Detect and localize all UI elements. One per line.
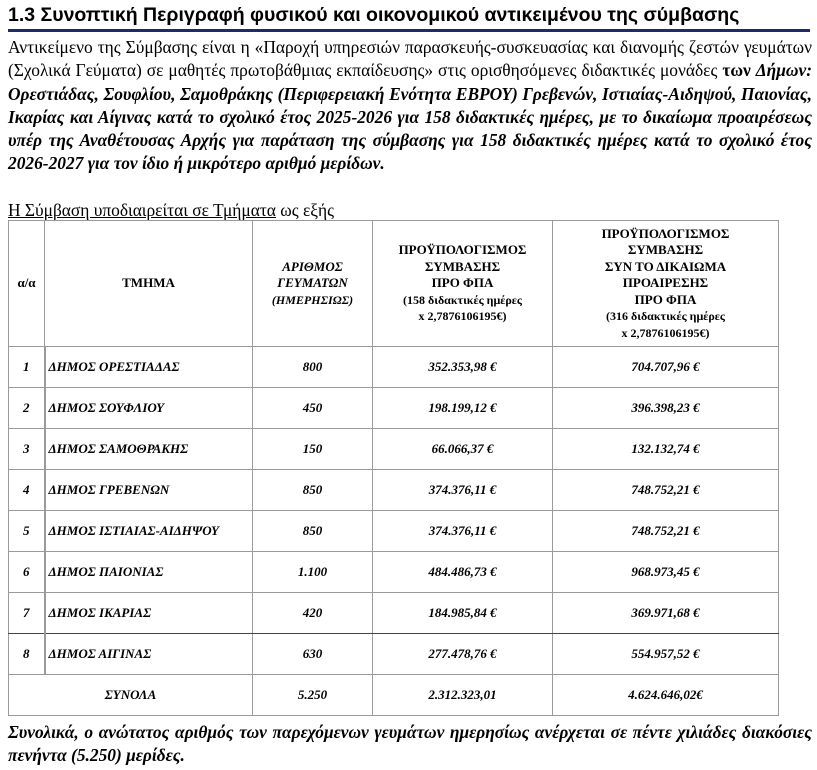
row-part-name: ΔΗΜΟΣ ΓΡΕΒΕΝΩΝ bbox=[45, 470, 253, 511]
totals-meals: 5.250 bbox=[253, 675, 373, 716]
totals-label: ΣΥΝΟΛΑ bbox=[9, 675, 253, 716]
row-number: 8 bbox=[9, 634, 45, 675]
row-part-name: ΔΗΜΟΣ ΑΙΓΙΝΑΣ bbox=[45, 634, 253, 675]
header-line: ΠΡΟΫΠΟΛΟΓΙΣΜΟΣ bbox=[601, 225, 730, 241]
row-meals: 450 bbox=[253, 388, 373, 429]
header-line: ΓΕΥΜΑΤΩΝ bbox=[277, 275, 348, 291]
row-number: 2 bbox=[9, 388, 45, 429]
row-budget: 352.353,98 € bbox=[373, 347, 553, 388]
row-number: 3 bbox=[9, 429, 45, 470]
row-part-name: ΔΗΜΟΣ ΣΟΥΦΛΙΟΥ bbox=[45, 388, 253, 429]
header-line: ΠΡΟΫΠΟΛΟΓΙΣΜΟΣ bbox=[398, 242, 527, 258]
table-header-row bbox=[9, 221, 779, 347]
row-number: 6 bbox=[9, 552, 45, 593]
row-budget: 198.199,12 € bbox=[373, 388, 553, 429]
intro-paragraph bbox=[8, 36, 812, 176]
header-part: ΤΜΗΜΑ bbox=[45, 221, 253, 347]
row-budget-option: 968.973,45 € bbox=[553, 552, 779, 593]
section-heading: 1.3 Συνοπτική Περιγραφή φυσικού και οικονομικού αντικειμένου της σύμβασης bbox=[8, 2, 810, 32]
row-budget-option: 704.707,96 € bbox=[553, 347, 779, 388]
table-caption-rest: ως εξής bbox=[275, 200, 334, 220]
header-budget bbox=[373, 221, 553, 347]
row-meals: 630 bbox=[253, 634, 373, 675]
row-meals: 850 bbox=[253, 511, 373, 552]
header-budget-option bbox=[553, 221, 779, 347]
intro-plain: Αντικείμενο της Σύμβασης είναι η «Παροχή υπηρεσιών παρασκευής-συσκευασίας και διανομής ζεστών γευμάτων (Σχολικά Γεύματα) σε μαθητές πρωτοβάθμιας εκπαίδευσης» στις ορισθησόμενες διδακτικές μονάδες bbox=[8, 37, 812, 81]
row-part-name: ΔΗΜΟΣ ΠΑΙΟΝΙΑΣ bbox=[45, 552, 253, 593]
header-line: x 2,7876106195€) bbox=[621, 325, 710, 340]
table-row bbox=[9, 552, 779, 593]
row-budget: 484.486,73 € bbox=[373, 552, 553, 593]
header-line: ΑΡΙΘΜΟΣ bbox=[282, 258, 343, 274]
row-budget: 66.066,37 € bbox=[373, 429, 553, 470]
table-row bbox=[9, 388, 779, 429]
header-aa: α/α bbox=[9, 221, 45, 347]
row-budget: 374.376,11 € bbox=[373, 511, 553, 552]
header-meals bbox=[253, 221, 373, 347]
header-line: (158 διδακτικές ημέρες bbox=[403, 292, 522, 307]
row-budget: 184.985,84 € bbox=[373, 593, 553, 634]
row-number: 7 bbox=[9, 593, 45, 634]
table-row bbox=[9, 347, 779, 388]
row-number: 4 bbox=[9, 470, 45, 511]
totals-row bbox=[9, 675, 779, 716]
table-row bbox=[9, 470, 779, 511]
header-line: ΠΡΟ ΦΠΑ bbox=[431, 275, 494, 291]
header-line: ΣΥΜΒΑΣΗΣ bbox=[627, 242, 704, 258]
table-caption bbox=[8, 200, 334, 220]
row-budget-option: 369.971,68 € bbox=[553, 593, 779, 634]
row-number: 1 bbox=[9, 347, 45, 388]
table-row bbox=[9, 634, 779, 675]
row-budget-option: 748.752,21 € bbox=[553, 470, 779, 511]
header-line: (ΗΜΕΡΗΣΙΩΣ) bbox=[271, 292, 354, 307]
totals-budget-option: 4.624.646,02€ bbox=[553, 675, 779, 716]
row-number: 5 bbox=[9, 511, 45, 552]
row-part-name: ΔΗΜΟΣ ΙΣΤΙΑΙΑΣ-ΑΙΔΗΨΟΥ bbox=[45, 511, 253, 552]
row-budget-option: 748.752,21 € bbox=[553, 511, 779, 552]
table-row bbox=[9, 429, 779, 470]
table-caption-underlined: Η Σύμβαση υποδιαιρείται σε Τμήματα bbox=[8, 200, 276, 220]
closing-paragraph: Συνολικά, ο ανώτατος αριθμός των παρεχόμενων γευμάτων ημερησίως ανέρχεται σε πέντε χιλιάδες διακόσιες πενήντα (5.250) μερίδες. bbox=[8, 722, 812, 766]
row-budget-option: 554.957,52 € bbox=[553, 634, 779, 675]
row-budget-option: 132.132,74 € bbox=[553, 429, 779, 470]
header-line: ΠΡΟ ΦΠΑ bbox=[634, 291, 697, 307]
row-part-name: ΔΗΜΟΣ ΙΚΑΡΙΑΣ bbox=[45, 593, 253, 634]
header-line: ΣΥΝ ΤΟ ΔΙΚΑΙΩΜΑ bbox=[604, 258, 727, 274]
header-line: ΠΡΟΑΙΡΕΣΗΣ bbox=[622, 275, 709, 291]
row-meals: 150 bbox=[253, 429, 373, 470]
row-budget-option: 396.398,23 € bbox=[553, 388, 779, 429]
table-row bbox=[9, 593, 779, 634]
row-meals: 1.100 bbox=[253, 552, 373, 593]
row-meals: 850 bbox=[253, 470, 373, 511]
parts-table bbox=[8, 220, 779, 716]
table-row bbox=[9, 511, 779, 552]
intro-bold: των bbox=[722, 60, 756, 81]
header-line: ΣΥΜΒΑΣΗΣ bbox=[424, 258, 501, 274]
row-budget: 374.376,11 € bbox=[373, 470, 553, 511]
totals-budget: 2.312.323,01 bbox=[373, 675, 553, 716]
row-part-name: ΔΗΜΟΣ ΣΑΜΟΘΡΑΚΗΣ bbox=[45, 429, 253, 470]
intro-bold-italic: Δήμων: Ορεστιάδας, Σουφλίου, Σαμοθράκης (Περιφερειακή Ενότητα ΕΒΡΟΥ) Γρεβενών, Ιστιαίας-Αιδηψού, Παιονίας, Ικαρίας και Αίγινας κατά το σχολικό έτος 2025-2026 για 158 διδακτικές ημέρες, με το δικαίωμα προαιρέσεως υπέρ της Αναθέτουσας Αρχής για παράταση της σύμβασης για 158 διδακτικές ημέρες κατά το σχολικό έτος 2026-2027 για τον ίδιο ή μικρότερο αριθμό μερίδων. bbox=[8, 60, 812, 174]
row-meals: 800 bbox=[253, 347, 373, 388]
row-meals: 420 bbox=[253, 593, 373, 634]
row-budget: 277.478,76 € bbox=[373, 634, 553, 675]
row-part-name: ΔΗΜΟΣ ΟΡΕΣΤΙΑΔΑΣ bbox=[45, 347, 253, 388]
header-line: (316 διδακτικές ημέρες bbox=[606, 309, 725, 324]
header-line: x 2,7876106195€) bbox=[418, 309, 507, 324]
